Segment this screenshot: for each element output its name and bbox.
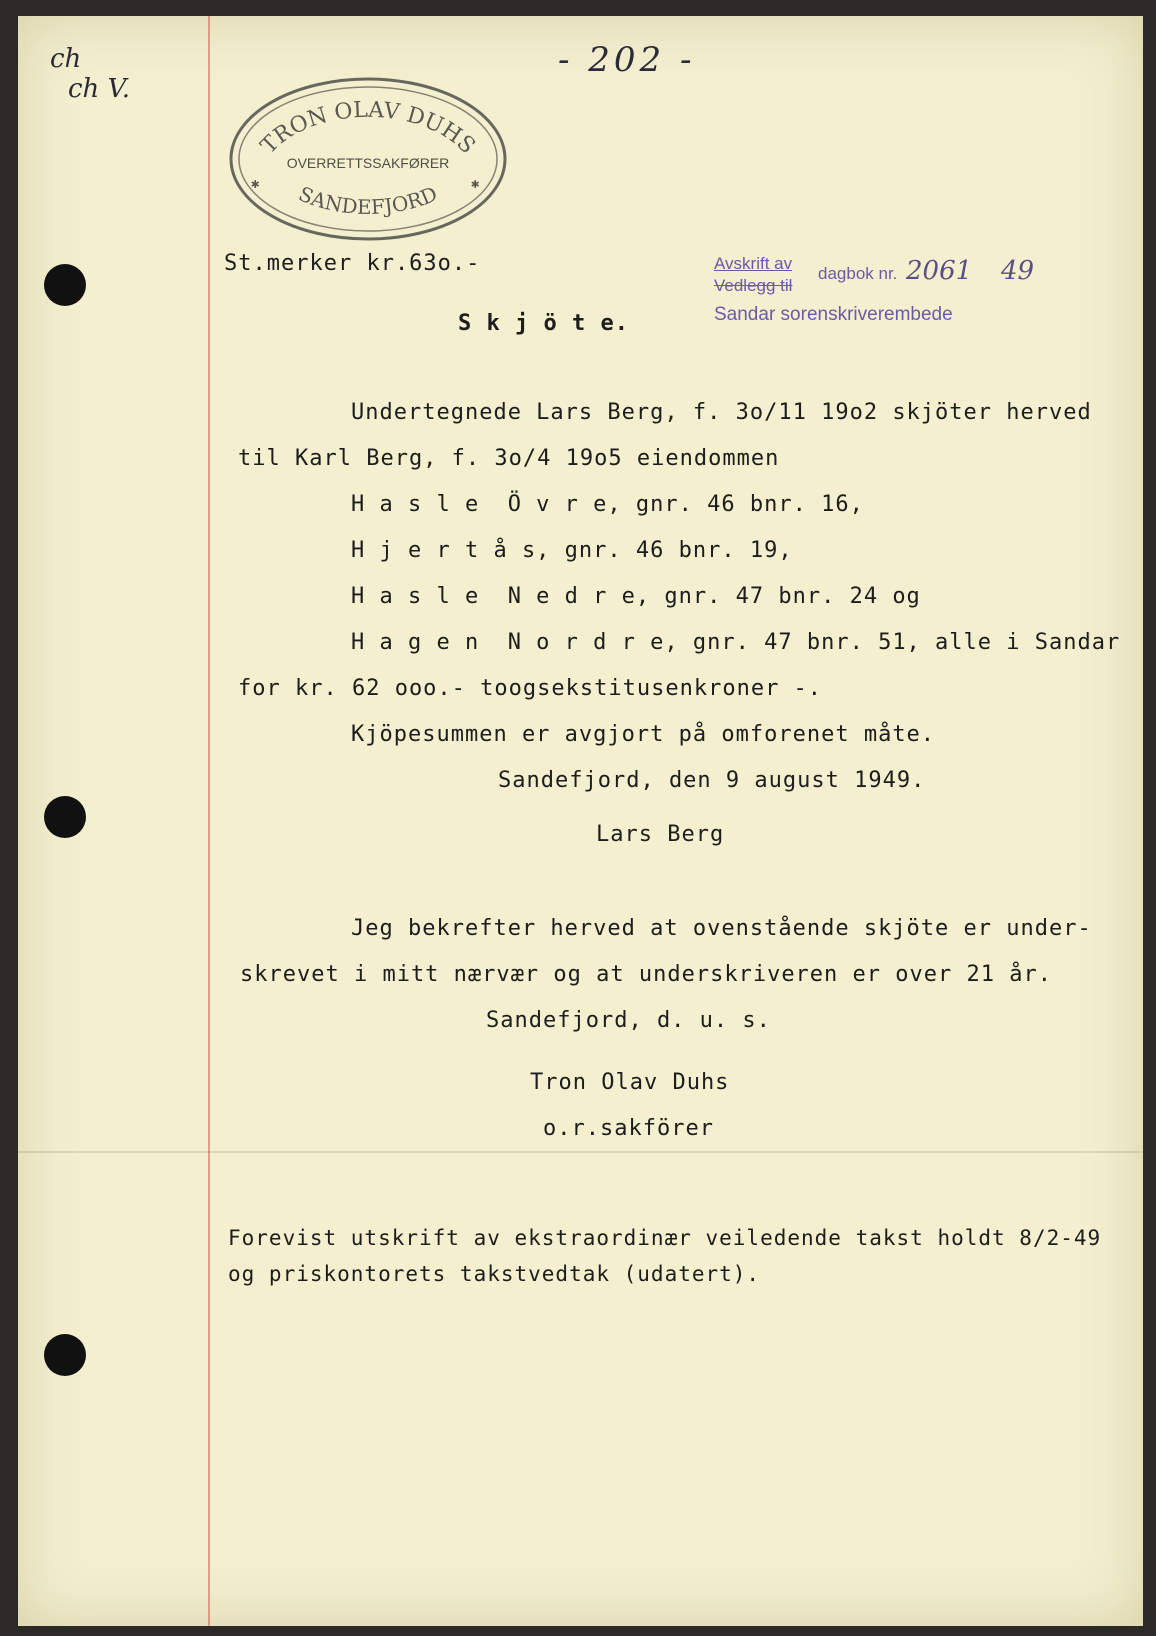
margin-note-2: ch V. — [68, 74, 131, 104]
body-line-1: Undertegnede Lars Berg, f. 3o/11 19o2 skjöter herved — [351, 400, 1092, 425]
margin-line — [208, 16, 210, 1626]
registry-number: 2061 — [906, 256, 973, 286]
signature-lawyer-name: Tron Olav Duhs — [530, 1070, 730, 1095]
page-number: - 202 - — [558, 40, 696, 80]
property-line-1: H a s l e Ö v r e, gnr. 46 bnr. 16, — [351, 492, 864, 517]
document-title: S k j ö t e. — [458, 311, 629, 336]
signature-lawyer-title: o.r.sakförer — [543, 1116, 714, 1141]
property-line-3: H a s l e N e d r e, gnr. 47 bnr. 24 og — [351, 584, 921, 609]
body-line-2: til Karl Berg, f. 3o/4 19o5 eiendommen — [238, 446, 780, 471]
punch-hole-middle — [44, 796, 86, 838]
property-line-4: H a g e n N o r d r e, gnr. 47 bnr. 51, alle i Sandar — [351, 630, 1121, 655]
stamp-bottom-text: SANDEFJORD — [295, 181, 441, 220]
confirmation-line-1: Jeg bekrefter herved at ovenstående skjöte er under- — [351, 916, 1092, 941]
footer-line-2: og priskontorets takstvedtak (udatert). — [228, 1262, 761, 1286]
price-line: for kr. 62 ooo.- toogsekstitusenkroner -. — [238, 676, 823, 701]
punch-hole-top — [44, 264, 86, 306]
registry-office: Sandar sorenskriverembede — [714, 304, 953, 325]
lawyer-stamp — [223, 71, 513, 246]
stamp-middle-text: OVERRETTSSAKFØRER — [286, 155, 450, 171]
registry-avskrift: Avskrift av — [714, 254, 793, 273]
registry-vedlegg: Vedlegg til — [714, 276, 793, 295]
document-page — [18, 16, 1143, 1626]
footer-line-1: Forevist utskrift av ekstraordinær veiledende takst holdt 8/2-49 — [228, 1226, 1102, 1250]
place-date-line: Sandefjord, den 9 august 1949. — [498, 768, 926, 793]
payment-line: Kjöpesummen er avgjort på omforenet måte. — [351, 722, 936, 747]
stamp-star-right: ✱ — [471, 176, 480, 192]
signature-seller: Lars Berg — [596, 822, 725, 847]
fold-line — [18, 1151, 1143, 1153]
stamp-marks: St.merker kr.63o.- — [224, 251, 481, 276]
confirmation-line-2: skrevet i mitt nærvær og at underskriveren er over 21 år. — [240, 962, 1052, 987]
confirmation-place-line: Sandefjord, d. u. s. — [486, 1008, 771, 1033]
punch-hole-bottom — [44, 1334, 86, 1376]
stamp-star-left: ✱ — [251, 176, 260, 192]
margin-note-1: ch — [50, 44, 82, 74]
registry-year: 49 — [1001, 256, 1035, 286]
registry-dagbok: dagbok nr. — [818, 264, 898, 283]
stamp-top-text: TRON OLAV DUHS — [256, 97, 480, 159]
property-line-2: H j e r t å s, gnr. 46 bnr. 19, — [351, 538, 793, 563]
